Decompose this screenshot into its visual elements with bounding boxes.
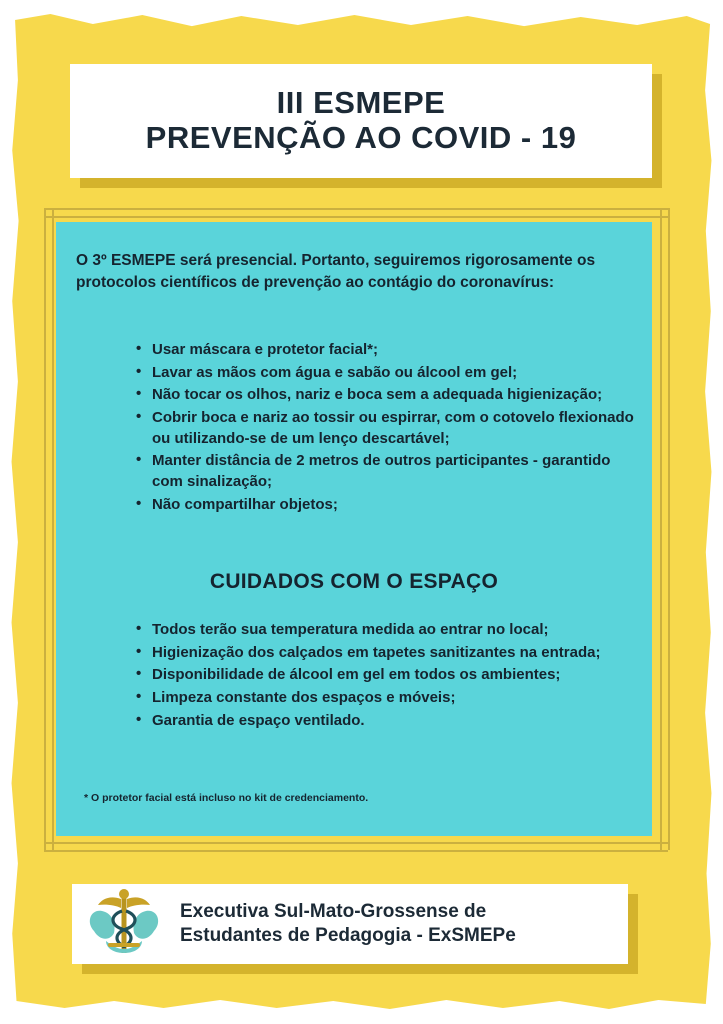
frame-line-bottom-inner [44,842,668,844]
org-name-text [176,900,516,949]
frame-line-right-inner [668,208,670,850]
footnote-text: * O protetor facial está incluso no kit de credenciamento. [84,792,369,804]
frame-line-left-inner [52,208,54,850]
list-item: • Disponibilidade de álcool em gel em todos os ambientes; [134,665,644,686]
list-item: • Todos terão sua temperatura medida ao entrar no local; [134,620,644,641]
list-item: • Garantia de espaço ventilado. [134,711,644,732]
title-line-1: III ESMEPE [276,85,446,121]
list-item: • Usar máscara e protetor facial*; [134,340,644,361]
intro-paragraph: O 3º ESMEPE será presencial. Portanto, seguiremos rigorosamente os protocolos científicos de prevenção ao contágio do coronavírus: [76,252,596,292]
section-heading-space-care: CUIDADOS COM O ESPAÇO [209,570,499,593]
poster-title-box [70,64,652,178]
org-name-line-1: Executiva Sul-Mato-Grossense de [180,900,487,922]
org-name-line-2: Estudantes de Pedagogia - ExSMEPe [180,925,516,946]
caduceus-fleur-de-lis-logo-icon [72,884,176,964]
list-item: • Limpeza constante dos espaços e móveis; [134,688,644,709]
prevention-list [134,340,644,518]
list-item: • Higienização dos calçados em tapetes sanitizantes na entrada; [134,643,644,664]
frame-line-left-outer [44,208,46,850]
frame-line-top-inner [44,216,668,218]
title-line-2: PREVENÇÃO AO COVID - 19 [145,120,577,155]
frame-line-right-outer [660,208,662,850]
list-item: • Cobrir boca e nariz ao tossir ou espirrar, com o cotovelo flexionado ou utilizando-se de um lenço descartável; [134,408,644,449]
frame-line-bottom-outer [44,850,668,852]
content-panel [56,222,652,836]
frame-line-top-outer [44,208,668,210]
org-name [176,900,516,949]
space-care-list [134,620,644,733]
footer-logo-bar [72,884,628,964]
list-item: • Não tocar os olhos, nariz e boca sem a adequada higienização; [134,385,644,406]
list-item: • Manter distância de 2 metros de outros participantes - garantido com sinalização; [134,451,644,492]
list-item: • Lavar as mãos com água e sabão ou álcool em gel; [134,363,644,384]
list-item: • Não compartilhar objetos; [134,495,644,516]
